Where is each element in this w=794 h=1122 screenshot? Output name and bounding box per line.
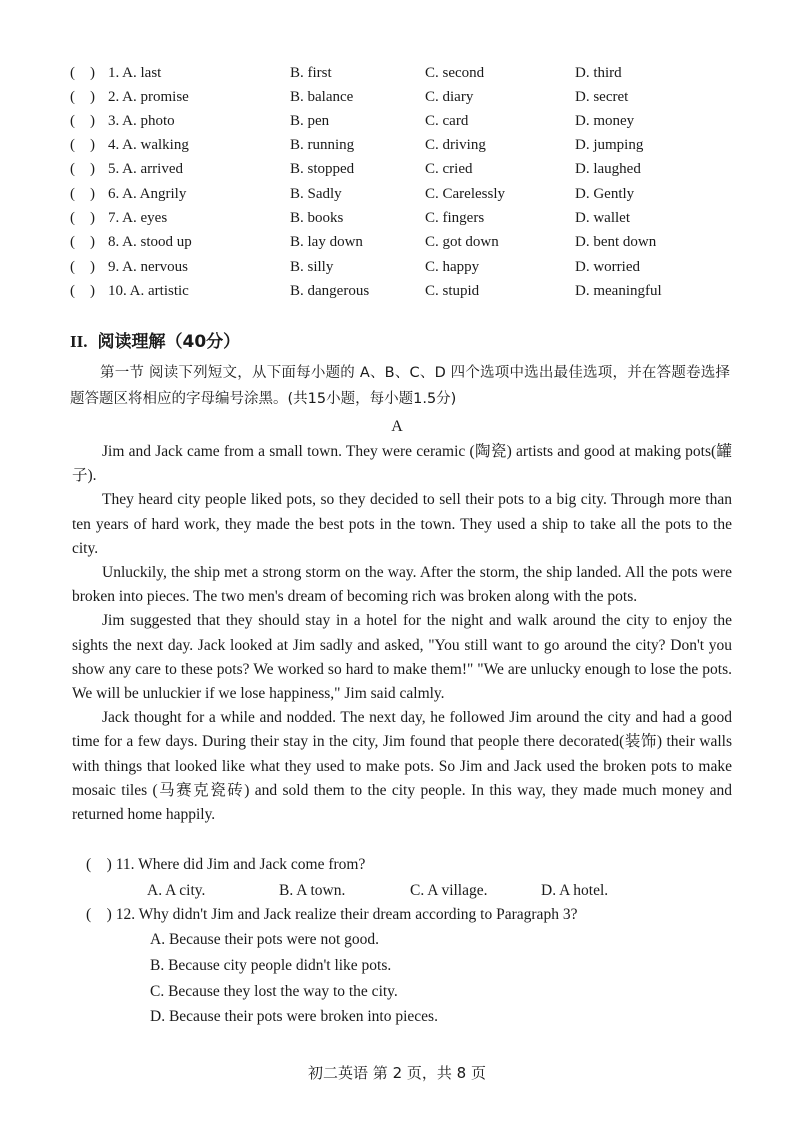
passage-paragraph-3: Unluckily, the ship met a strong storm on the way. After the storm, the ship landed. All the pots were broken into pieces. The two men's dream of becoming rich was broken along with the pots. <box>72 564 732 606</box>
option-a: 4. A. walking <box>108 137 189 153</box>
option-a: 10. A. artistic <box>108 283 189 299</box>
page-footer: 初二英语 第 2 页，共 8 页 <box>308 1064 486 1082</box>
option-c: C. diary <box>425 89 474 105</box>
question-12-choice-a: A. Because their pots were not good. <box>150 931 379 948</box>
question-12-choice-c: C. Because they lost the way to the city. <box>150 983 398 1000</box>
option-b: B. running <box>290 137 355 153</box>
option-d: D. worried <box>575 259 640 275</box>
answer-paren: ( ) <box>70 234 95 250</box>
option-c: C. happy <box>425 259 480 275</box>
option-b: B. silly <box>290 259 334 275</box>
section-number: II. <box>70 332 88 351</box>
question-11: ( ) 11. Where did Jim and Jack come from? <box>86 856 366 873</box>
option-b: B. stopped <box>290 161 355 177</box>
answer-paren: ( ) <box>70 65 95 81</box>
option-a: 6. A. Angrily <box>108 186 187 202</box>
reading-passage <box>72 440 732 827</box>
option-a: 2. A. promise <box>108 89 189 105</box>
question-12-choice-b: B. Because city people didn't like pots. <box>150 957 392 974</box>
answer-paren: ( ) <box>70 137 95 153</box>
option-c: C. fingers <box>425 210 485 226</box>
option-d: D. money <box>575 113 635 129</box>
section-title: 阅读理解（40分） <box>97 332 241 352</box>
option-b: B. lay down <box>290 234 363 250</box>
passage-paragraph-5: Jack thought for a while and nodded. The next day, he followed Jim around the city and had a good time for a few days. During their stay in the city, Jim found that people there decorated(装饰) their walls with things that looked like what they used to make pots. So Jim and Jack used the broken pots to make mosaic tiles (马赛克瓷砖) and sold them to the city people. In this way, they made much money and returned home happily. <box>72 709 732 824</box>
option-d: D. wallet <box>575 210 630 226</box>
answer-paren: ( ) <box>70 259 95 275</box>
option-a: 3. A. photo <box>108 113 175 129</box>
passage-paragraph-4: Jim suggested that they should stay in a hotel for the night and walk around the city to enjoy the sights the next day. Jack looked at Jim sadly and asked, "You still want to go around the city? Don't you show any care to these pots? We worked so hard to make them!" "We are unlucky enough to lose the pots. We will be unluckier if we lose happiness," Jim said calmly. <box>72 612 732 703</box>
option-c: C. stupid <box>425 283 480 299</box>
cloze-option-row-1 <box>70 61 750 85</box>
cloze-option-row-4 <box>70 133 750 157</box>
option-d: D. Gently <box>575 186 635 202</box>
answer-paren: ( ) <box>70 186 95 202</box>
option-d: D. meaningful <box>575 283 662 299</box>
option-b: B. first <box>290 65 332 81</box>
question-12: ( ) 12. Why didn't Jim and Jack realize their dream according to Paragraph 3? <box>86 906 578 923</box>
option-d: D. third <box>575 65 622 81</box>
choice-c: C. A village. <box>410 882 488 899</box>
option-a: 8. A. stood up <box>108 234 192 250</box>
option-b: B. books <box>290 210 344 226</box>
option-c: C. driving <box>425 137 486 153</box>
choice-d: D. A hotel. <box>541 882 609 899</box>
choice-b: B. A town. <box>279 882 346 899</box>
option-a: 9. A. nervous <box>108 259 188 275</box>
cloze-option-row-8 <box>70 230 750 254</box>
cloze-option-row-5 <box>70 157 750 181</box>
question-12-choice-d: D. Because their pots were broken into pieces. <box>150 1008 438 1025</box>
cloze-option-row-3 <box>70 109 750 133</box>
passage-title: A <box>391 418 403 435</box>
option-b: B. balance <box>290 89 354 105</box>
option-b: B. pen <box>290 113 330 129</box>
passage-paragraph-1: Jim and Jack came from a small town. They were ceramic (陶瓷) artists and good at making pots(罐子). <box>72 443 732 485</box>
option-a: 7. A. eyes <box>108 210 168 226</box>
option-c: C. second <box>425 65 485 81</box>
option-b: B. dangerous <box>290 283 370 299</box>
option-c: C. Carelessly <box>425 186 505 202</box>
cloze-option-row-6 <box>70 182 750 206</box>
option-c: C. card <box>425 113 469 129</box>
passage-paragraph-2: They heard city people liked pots, so they decided to sell their pots to a big city. Through more than ten years of hard work, they made the best pots in the town. They used a ship to take all the pots to the city. <box>72 491 732 557</box>
cloze-option-row-9 <box>70 255 750 279</box>
answer-paren: ( ) <box>70 113 95 129</box>
cloze-option-row-10 <box>70 279 750 303</box>
section-heading <box>70 327 240 352</box>
option-a: 5. A. arrived <box>108 161 183 177</box>
answer-paren: ( ) <box>70 210 95 226</box>
cloze-option-row-7 <box>70 206 750 230</box>
option-b: B. Sadly <box>290 186 342 202</box>
cloze-option-row-2 <box>70 85 750 109</box>
option-d: D. secret <box>575 89 629 105</box>
option-c: C. cried <box>425 161 473 177</box>
question-11-choices <box>147 879 707 903</box>
option-d: D. bent down <box>575 234 657 250</box>
option-a: 1. A. last <box>108 65 162 81</box>
answer-paren: ( ) <box>70 161 95 177</box>
section-instruction: 第一节 阅读下列短文，从下面每小题的 A、B、C、D 四个选项中选出最佳选项，并在答题卷选择题答题区将相应的字母编号涂黑。(共15小题，每小题1.5分) <box>70 365 730 407</box>
option-d: D. laughed <box>575 161 641 177</box>
choice-a: A. A city. <box>147 882 206 899</box>
option-d: D. jumping <box>575 137 644 153</box>
option-c: C. got down <box>425 234 499 250</box>
answer-paren: ( ) <box>70 283 95 299</box>
answer-paren: ( ) <box>70 89 95 105</box>
